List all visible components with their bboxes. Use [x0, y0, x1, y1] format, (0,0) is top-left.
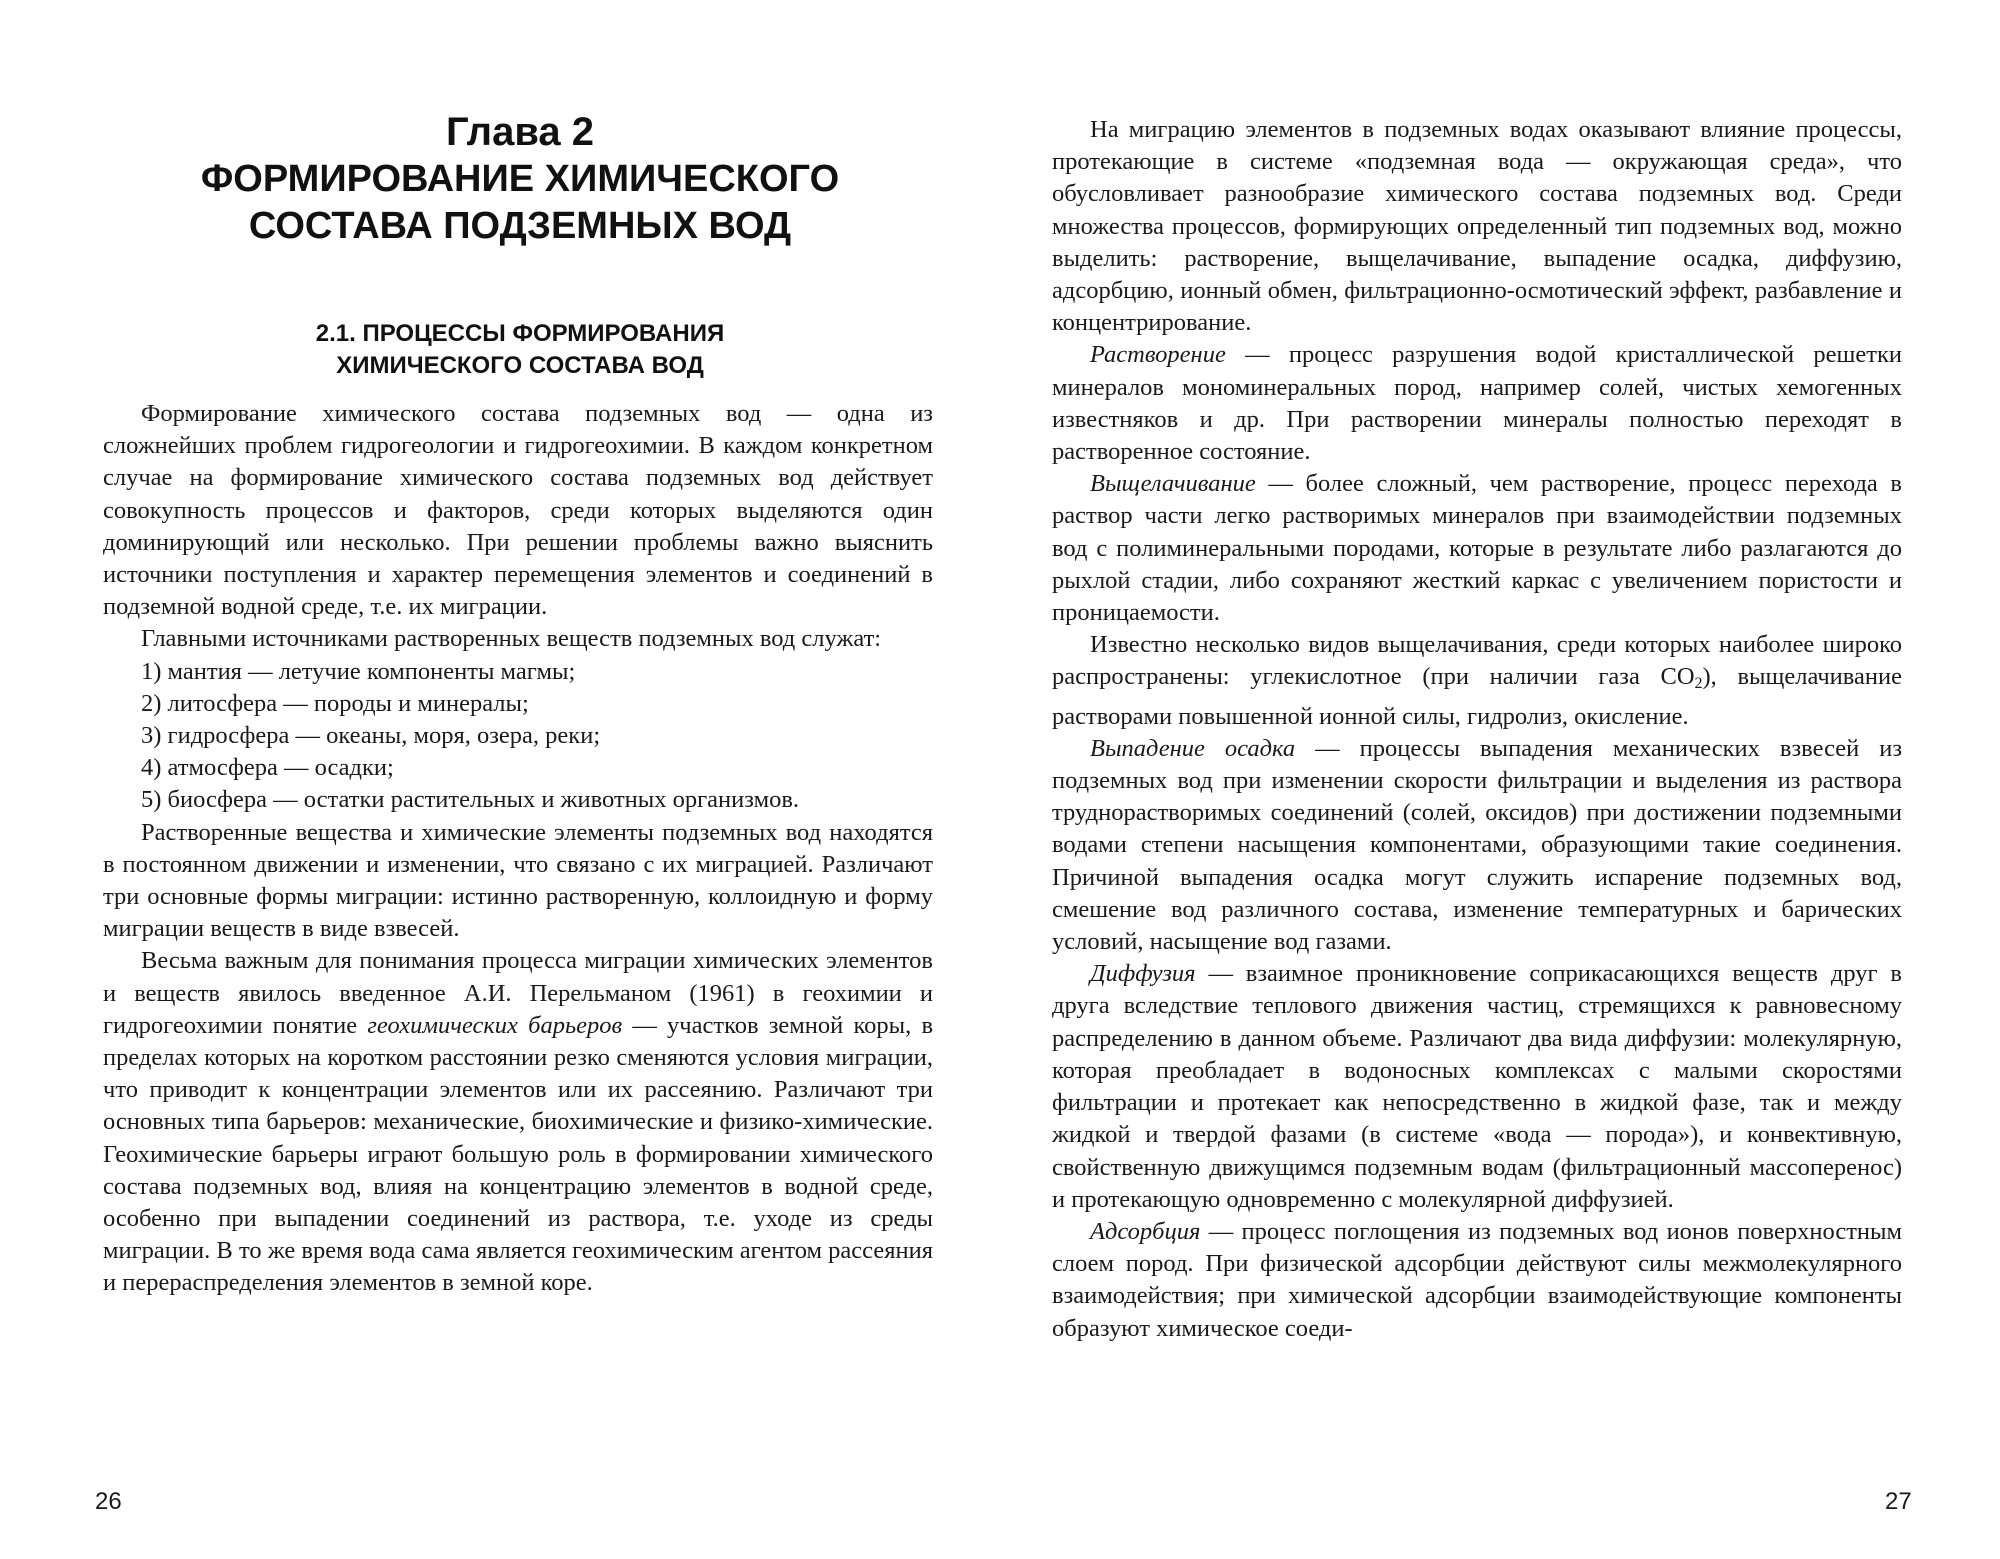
term-leaching: Выщелачивание	[1090, 470, 1256, 498]
term-geochemical-barriers: геохимических барьеров	[367, 1011, 623, 1039]
list-item: 5) биосфера — остатки растительных и животных организмов.	[141, 786, 800, 814]
term-dissolution: Растворение	[1090, 341, 1226, 369]
chapter-title: ФОРМИРОВАНИЕ ХИМИЧЕСКОГО СОСТАВА ПОДЗЕМНЫХ ВОД	[200, 158, 840, 247]
paragraph	[1052, 339, 1902, 468]
term-precipitation: Выпадение осадка	[1090, 734, 1296, 762]
paragraph-text: ), выщелачивание растворами повышенной ионной силы, гидролиз, окисление.	[1052, 663, 1902, 730]
chapter-heading	[140, 108, 900, 250]
paragraph	[1052, 1216, 1902, 1345]
page-number: 26	[95, 1488, 122, 1515]
paragraph: Формирование химического состава подземных вод — одна из сложнейших проблем гидрогеологии и гидрогеохимии. В каждом конкретном случае на формирование химического состава подземных вод действует совокупность процессов и факторов, среди которых выделяются один доминирующий или несколько. При решении проблемы важно выяснить источники поступления и характер перемещения элементов и соединений в подземной водной среде, т.е. их миграции.	[103, 400, 933, 621]
subscript: 2	[1694, 675, 1703, 693]
list-item: 3) гидросфера — океаны, моря, озера, реки;	[141, 722, 601, 750]
section-title: 2.1. ПРОЦЕССЫ ФОРМИРОВАНИЯ ХИМИЧЕСКОГО СОСТАВА ВОД	[315, 320, 725, 379]
paragraph: Растворенные вещества и химические элементы подземных вод находятся в постоянном движении и изменении, что связано с их миграцией. Различают три основные формы миграции: истинно растворенную, коллоидную и форму миграции веществ в виде взвесей.	[103, 818, 933, 943]
paragraph	[1052, 958, 1902, 1216]
paragraph-text: — взаимное проникновение соприкасающихся веществ друг в друга вследствие теплового движения частиц, стремящихся к равновесному распределению в данном объеме. Различают два вида диффузии: молекулярную, которая преобладает в водоносных комплексах с малыми скоростями фильтрации и протекает как непосредственно в жидкой фазе, так и между жидкой и твердой фазами (в системе «вода — порода»), и конвективную, свойственную движущимся подземным водам (фильтрационный массоперенос) и протекающую одновременно с молекулярной диффузией.	[1052, 960, 1903, 1213]
page-number: 27	[1885, 1488, 1912, 1515]
list-item: 1) мантия — летучие компоненты магмы;	[141, 657, 576, 685]
paragraph-text: — более сложный, чем растворение, процесс перехода в раствор части легко растворимых минералов при взаимодействии подземных вод с полиминеральными породами, которые в результате либо разлагаются до рыхлой стадии, либо сохраняют жесткий каркас с увеличением пористости и проницаемости.	[1052, 470, 1902, 627]
paragraph	[1052, 629, 1902, 733]
paragraph: Главными источниками растворенных веществ подземных вод служат:	[141, 625, 882, 653]
paragraph	[1052, 468, 1902, 629]
list-item: 2) литосфера — породы и минералы;	[141, 689, 529, 717]
sources-list	[103, 656, 933, 817]
section-heading	[220, 318, 820, 382]
paragraph	[103, 945, 933, 1299]
right-body-text	[1052, 114, 1902, 1345]
paragraph: На миграцию элементов в подземных водах оказывают влияние процессы, протекающие в системе «подземная вода — окружающая среда», что обусловливает разнообразие химического состава подземных вод. Среди множества процессов, формирующих определенный тип подземных вод, можно выделить: растворение, выщелачивание, выпадение осадка, диффузию, адсорбцию, ионный обмен, фильтрационно-осмотический эффект, разбавление и концентрирование.	[1052, 116, 1902, 337]
right-page	[1000, 0, 2000, 1559]
paragraph-text: — участков земной коры, в пределах которых на коротком расстоянии резко сменяются условия миграции, что приводит к концентрации элементов или их рассеянию. Различают три основных типа барьеров: механические, биохимические и физико-химические. Геохимические барьеры играют большую роль в формировании химического состава подземных вод, влияя на концентрацию элементов в водной среде, особенно при выпадении соединений из раствора, т.е. уходе из среды миграции. В то же время вода сама является геохимическим агентом рассеяния и перераспределения элементов в земной коре.	[103, 1011, 934, 1297]
term-adsorption: Адсорбция	[1090, 1217, 1201, 1245]
left-body-text	[103, 398, 933, 1300]
paragraph-text: — процесс разрушения водой кристаллической решетки минералов мономинеральных пород, например солей, чистых хемогенных известняков и др. При растворении минералы полностью переходят в растворенное состояние.	[1052, 341, 1902, 466]
list-item: 4) атмосфера — осадки;	[141, 754, 394, 782]
paragraph-text: Известно несколько видов выщелачивания, среди которых наиболее широко распространены: углекислотное (при наличии газа CO	[1052, 631, 1902, 691]
paragraph-text: Весьма важным для понимания процесса миграции химических элементов и веществ явилось введенное А.И. Перельманом (1961) в геохимии и гидрогеохимии понятие	[103, 947, 933, 1039]
term-diffusion: Диффузия	[1090, 960, 1196, 988]
paragraph-text: — процесс поглощения из подземных вод ионов поверхностным слоем пород. При физической адсорбции действуют силы межмолекулярного взаимодействия; при химической адсорбции взаимодействующие компоненты образуют химическое соеди-	[1052, 1217, 1902, 1342]
chapter-label: Глава 2	[445, 110, 594, 154]
paragraph-text: — процессы выпадения механических взвесей из подземных вод при изменении скорости фильтрации и выделения из раствора труднорастворимых соединений (солей, оксидов) при достижении подземными водами степени насыщения компонентами, образующими такие соединения. Причиной выпадения осадка могут служить испарение подземных вод, смешение вод различного состава, изменение температурных и барических условий, насыщение вод газами.	[1052, 734, 1903, 956]
paragraph	[1052, 733, 1902, 958]
